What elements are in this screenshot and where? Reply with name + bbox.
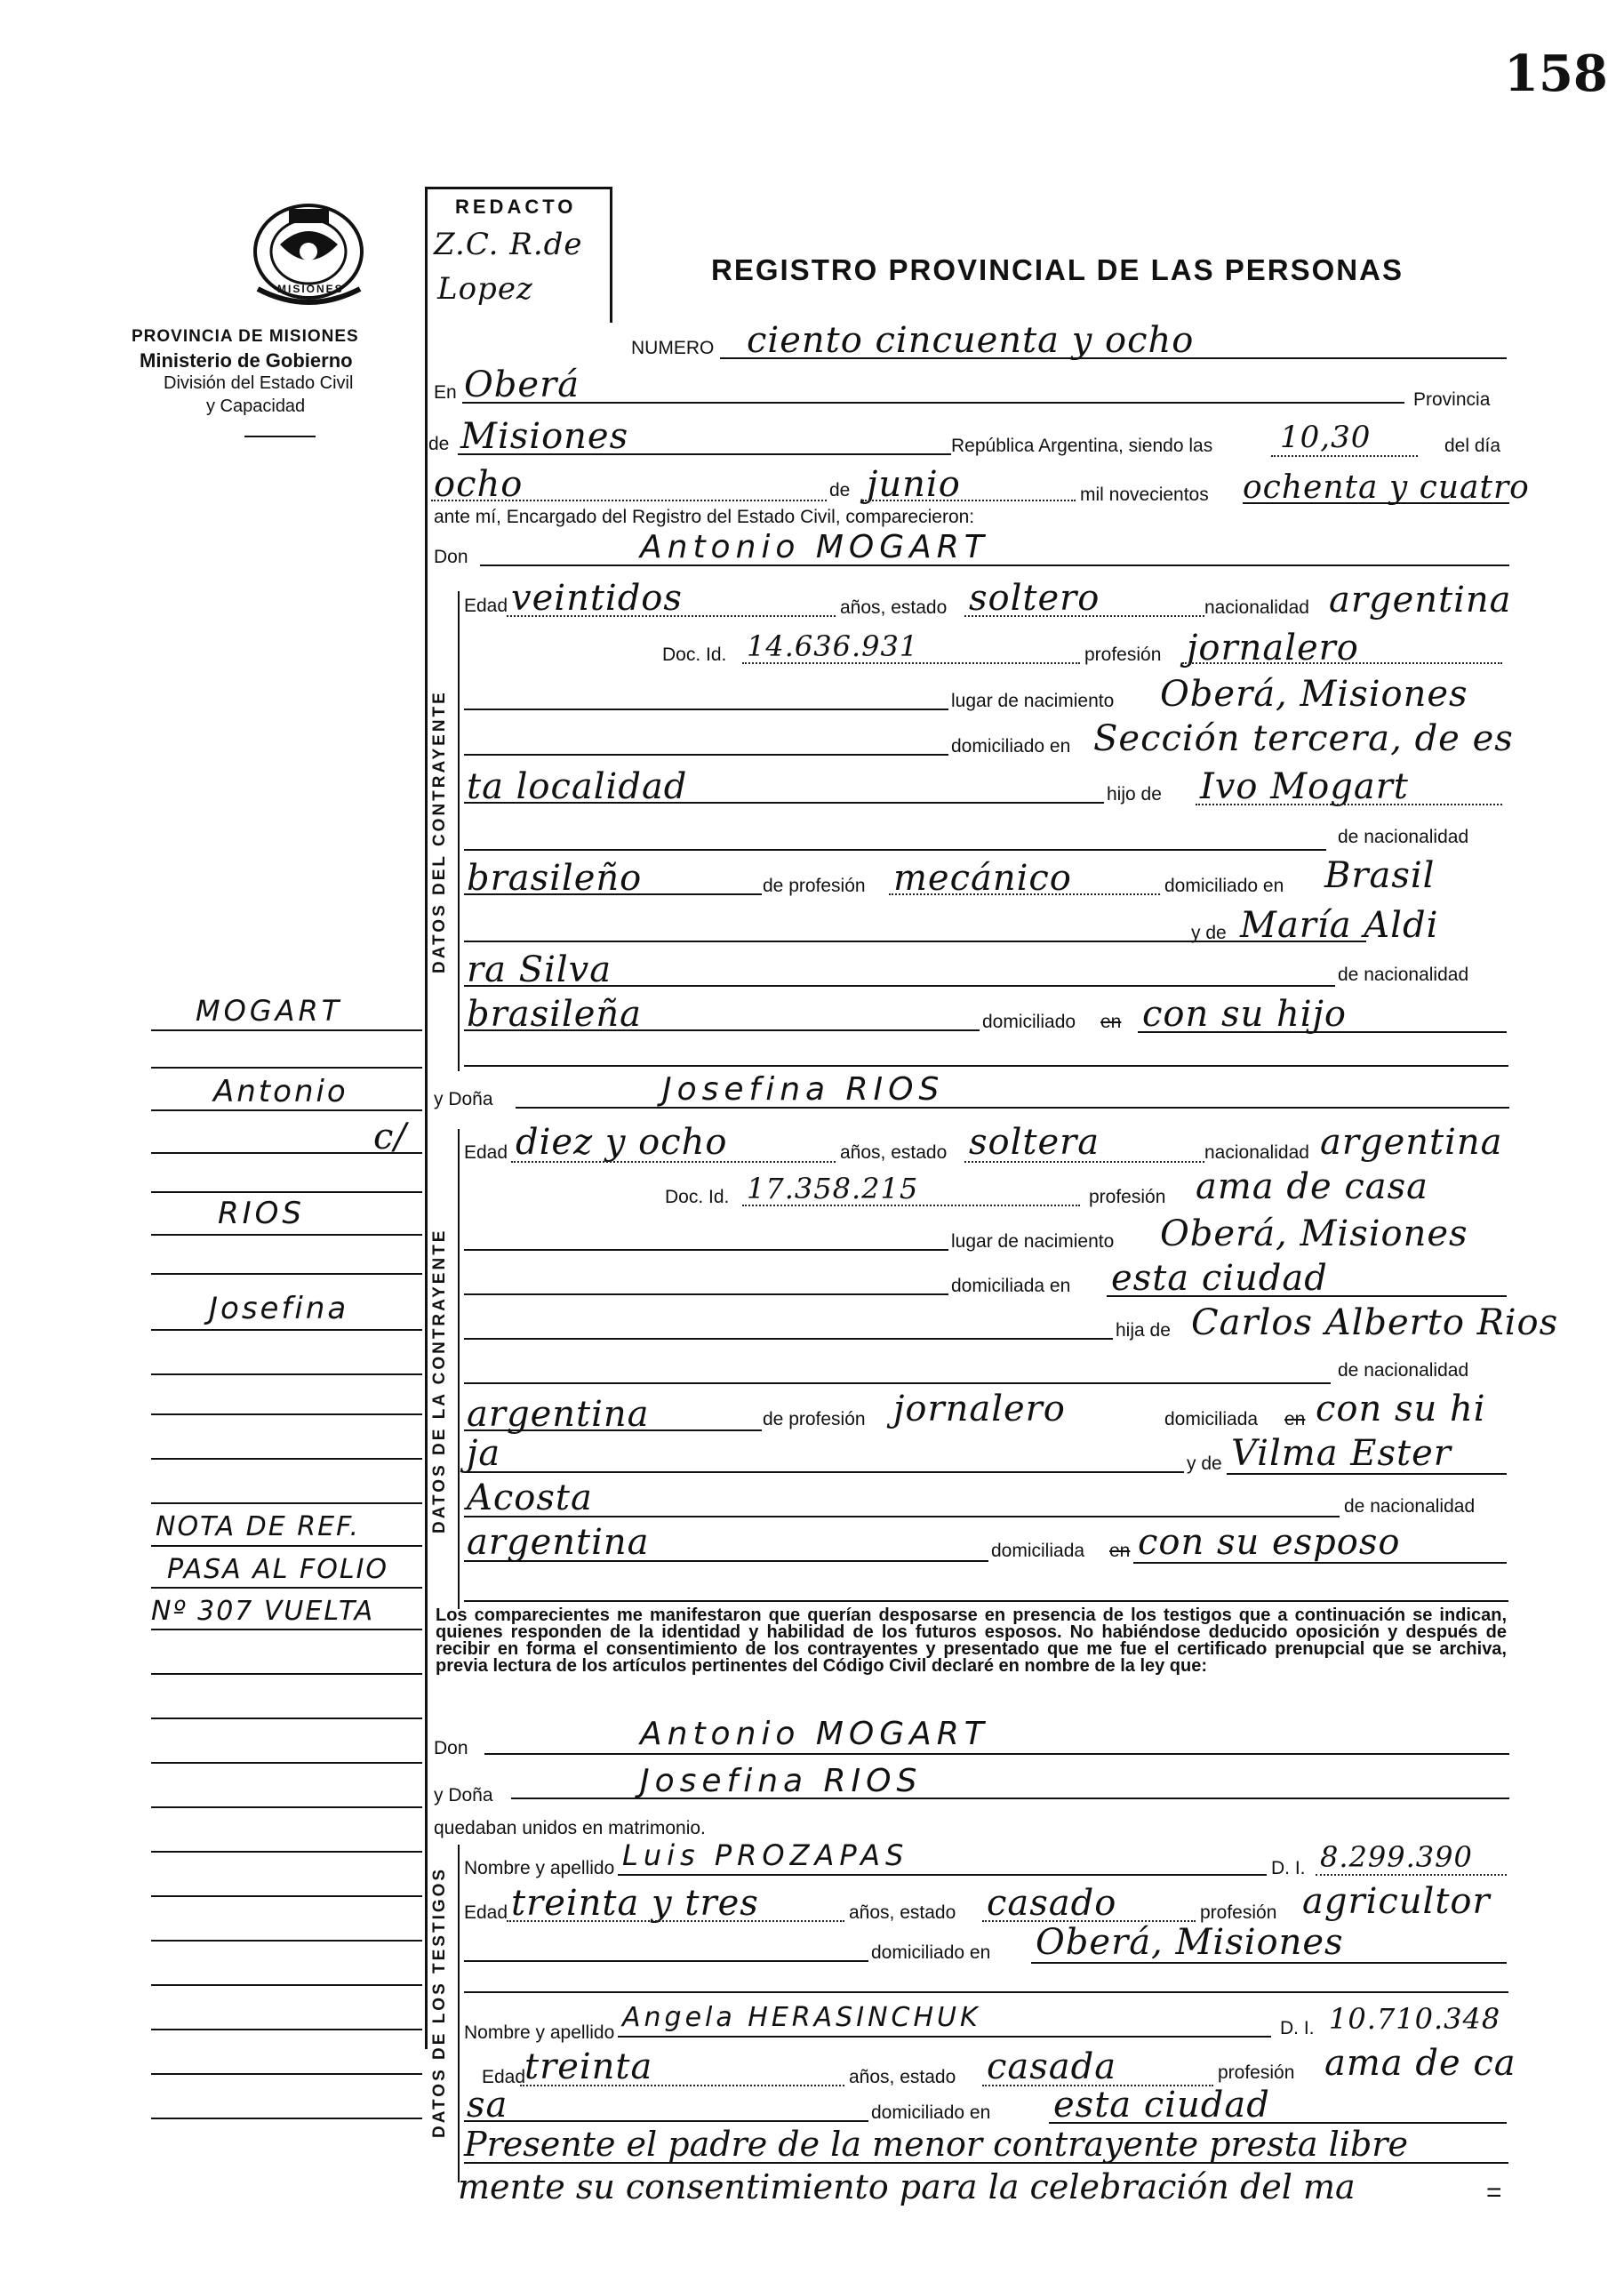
c2-hija-label: hija de [1116, 1320, 1171, 1341]
c2-lugar-value: Oberá, Misiones [1160, 1213, 1468, 1254]
c2-doc-value: 17.358.215 [747, 1172, 919, 1205]
c2-padre-domiciliada-label: domiciliada [1164, 1409, 1259, 1429]
redacto-value-1: Z.C. R.de [434, 227, 583, 262]
t2-profesion-value: ama de ca [1324, 2043, 1516, 2084]
t2-edad-value: treinta [524, 2046, 653, 2087]
c1-hijo-label: hijo de [1107, 784, 1162, 805]
c2-madre-value-1: Vilma Ester [1231, 1433, 1452, 1474]
c1-padre-domiciliado-label: domiciliado en [1164, 876, 1284, 896]
decl-don-label: Don [434, 1738, 468, 1758]
c2-lugar-label: lugar de nacimiento [951, 1231, 1115, 1252]
c1-de-profesion-label: de profesión [763, 876, 866, 896]
section-label-contrayente-f: DATOS DE LA CONTRAYENTE [430, 1228, 449, 1533]
c2-domicilio-value: esta ciudad [1111, 1258, 1328, 1299]
c1-domiciliado-label: domiciliado en [951, 736, 1071, 757]
c1-anios-label: años, estado [840, 597, 948, 618]
seal-caption: MISIONES [277, 283, 344, 295]
ministry-line-3: División del Estado Civil [164, 373, 354, 393]
decl-quedaban: quedaban unidos en matrimonio. [434, 1818, 706, 1838]
t2-nombre-value: Angela HERASINCHUK [622, 2002, 981, 2033]
c1-doc-label: Doc. Id. [662, 645, 727, 665]
en-label: En [434, 382, 457, 403]
de-mes-label: de [829, 480, 851, 500]
c2-doc-label: Doc. Id. [665, 1187, 730, 1207]
c2-y-dona-label: y Doña [434, 1089, 493, 1109]
de-value: Misiones [460, 416, 629, 457]
c2-edad-label: Edad [464, 1142, 508, 1163]
c2-padre-dom-value-2: ja [467, 1433, 501, 1474]
t1-domicilio-value: Oberá, Misiones [1036, 1922, 1344, 1963]
t2-estado-value: casada [987, 2046, 1117, 2087]
t1-profesion-value: agricultor [1302, 1881, 1491, 1922]
mil-label: mil novecientos [1080, 484, 1209, 505]
c2-anios-label: años, estado [840, 1142, 948, 1163]
decl-don-value: Antonio MOGART [640, 1716, 989, 1752]
t2-domicilio-value: esta ciudad [1053, 2085, 1270, 2126]
provincia-label: Provincia [1413, 389, 1491, 410]
c1-madre-dom-value: con su hijo [1142, 994, 1348, 1035]
c1-lugar-label: lugar de nacimiento [951, 691, 1115, 711]
t1-profesion-label: profesión [1200, 1902, 1277, 1923]
c2-padre-value: Carlos Alberto Rios [1191, 1302, 1559, 1343]
c1-nacionalidad-value: argentina [1329, 580, 1512, 621]
c1-madre-nac-value: brasileña [467, 994, 642, 1035]
t1-edad-value: treinta y tres [511, 1883, 759, 1924]
redacto-value-2: Lopez [437, 271, 533, 307]
t1-domiciliado-label: domiciliado en [871, 1942, 991, 1963]
decl-dona-value: Josefina RIOS [640, 1763, 923, 1799]
c2-dona-value: Josefina RIOS [662, 1071, 945, 1108]
c2-nacionalidad-value: argentina [1320, 1122, 1503, 1163]
margin-nota-1: NOTA DE REF. [156, 1511, 361, 1542]
c1-profesion-label: profesión [1084, 645, 1162, 665]
t2-di-label: D. I. [1280, 2018, 1315, 2038]
c2-padre-prof-value: jornalero [893, 1389, 1066, 1429]
c2-nacionalidad-label: nacionalidad [1204, 1142, 1309, 1163]
t2-di-value: 10.710.348 [1329, 2002, 1501, 2036]
t1-anios-label: años, estado [849, 1902, 956, 1923]
section-label-testigos: DATOS DE LOS TESTIGOS [430, 1866, 449, 2138]
c1-padre-nac-value: brasileño [467, 858, 643, 899]
c1-edad-value: veintidos [511, 578, 683, 619]
numero-label: NUMERO [631, 338, 715, 358]
nota-line-2: mente su consentimiento para la celebración del ma [458, 2167, 1356, 2206]
c1-nacionalidad-label: nacionalidad [1204, 597, 1309, 618]
c2-de-profesion-label: de profesión [763, 1409, 866, 1429]
en-value: Oberá [464, 364, 580, 405]
c1-edad-label: Edad [464, 596, 508, 616]
c2-edad-value: diez y ocho [516, 1122, 728, 1163]
don-value: Antonio MOGART [640, 529, 989, 565]
c1-padre-dom-value: Brasil [1324, 855, 1436, 896]
t1-edad-label: Edad [464, 1902, 508, 1923]
c2-madre-domiciliada-label: domiciliada [991, 1541, 1085, 1561]
ministry-line-4: y Capacidad [206, 396, 306, 416]
anio-value: ochenta y cuatro [1243, 469, 1530, 506]
t1-nombre-value: Luis PROZAPAS [622, 1838, 909, 1872]
c2-domiciliada-label: domiciliada en [951, 1276, 1071, 1296]
document-title: REGISTRO PROVINCIAL DE LAS PERSONAS [711, 253, 1404, 286]
c1-madre-nac-label: de nacionalidad [1338, 965, 1469, 985]
c2-madre-value-2: Acosta [467, 1477, 593, 1518]
t2-anios-label: años, estado [849, 2067, 956, 2087]
c1-madre-dom-struck: en [1100, 1012, 1122, 1032]
t2-nombre-label: Nombre y apellido [464, 2022, 615, 2043]
t2-cont: sa [467, 2085, 508, 2126]
c1-de-nacionalidad-label: de nacionalidad [1338, 827, 1469, 847]
c2-y-de-label: y de [1187, 1453, 1222, 1474]
t1-estado-value: casado [987, 1883, 1117, 1924]
seal-emblem [240, 191, 378, 316]
t2-edad-label: Edad [482, 2067, 526, 2087]
margin-apellido-1: MOGART [196, 994, 343, 1028]
page-number: 158 [1504, 44, 1608, 103]
margin-nota-3: Nº 307 VUELTA [151, 1596, 375, 1627]
del-dia-label: del día [1444, 436, 1501, 456]
c2-madre-dom-struck: en [1109, 1541, 1131, 1561]
c1-padre-prof-value: mecánico [893, 858, 1072, 899]
redacto-label: REDACTO [455, 196, 577, 218]
mes-value: junio [867, 464, 961, 505]
c1-padre-value: Ivo Mogart [1200, 766, 1409, 807]
c1-estado-value: soltero [969, 578, 1100, 619]
numero-value: ciento cincuenta y ocho [747, 320, 1195, 361]
c1-domicilio-value-2: ta localidad [467, 766, 688, 807]
c2-padre-dom-struck: en [1284, 1409, 1306, 1429]
decl-dona-label: y Doña [434, 1785, 493, 1806]
de-label: de [428, 434, 450, 454]
nota-end: = [1486, 2178, 1502, 2207]
c1-madre-domiciliado-label: domiciliado [982, 1012, 1076, 1032]
margin-nombre-2: Josefina [209, 1291, 349, 1326]
c1-doc-value: 14.636.931 [747, 629, 919, 663]
c2-profesion-label: profesión [1089, 1187, 1166, 1207]
c1-lugar-value: Oberá, Misiones [1160, 674, 1468, 715]
ante-label: ante mí, Encargado del Registro del Estado Civil, comparecieron: [434, 507, 975, 527]
c1-profesion-value: jornalero [1187, 628, 1359, 669]
t1-nombre-label: Nombre y apellido [464, 1858, 615, 1878]
ministry-line-1: PROVINCIA DE MISIONES [132, 327, 359, 346]
section-label-contrayente: DATOS DEL CONTRAYENTE [430, 690, 449, 973]
c2-padre-dom-value-1: con su hi [1316, 1389, 1486, 1429]
ministry-line-2: Ministerio de Gobierno [140, 349, 353, 372]
t2-profesion-label: profesión [1218, 2062, 1295, 2083]
margin-nota-2: PASA AL FOLIO [167, 1554, 389, 1585]
dia-value: ocho [434, 464, 524, 505]
don-label: Don [434, 547, 468, 567]
republica-label: República Argentina, siendo las [951, 436, 1213, 456]
nota-line-1: Presente el padre de la menor contrayente presta libre [464, 2125, 1408, 2164]
c1-madre-value-1: María Aldi [1240, 905, 1439, 946]
t2-domiciliado-label: domiciliado en [871, 2102, 991, 2123]
c2-madre-dom-value: con su esposo [1138, 1522, 1401, 1563]
c2-profesion-value: ama de casa [1196, 1166, 1428, 1207]
c1-y-de-label: y de [1191, 923, 1227, 943]
t1-di-value: 8.299.390 [1320, 1840, 1473, 1874]
c1-domicilio-value-1: Sección tercera, de es [1093, 718, 1514, 759]
declaracion-text: Los comparecientes me manifestaron que querían desposarse en presencia de los testigos que a continuación se indican, quienes responden de la identidad y habilidad de los futuros esposos. No habiéndose deducido oposición y después de recibir en forma el consentimiento de los contrayentes y presentado que me fue el certificado prenupcial que se archiva, previa lectura de los artículos pertinentes del Código Civil declaré en nombre de la ley que: [436, 1605, 1507, 1676]
hora-value: 10,30 [1280, 420, 1372, 455]
c2-madre-nac-label: de nacionalidad [1344, 1496, 1476, 1517]
c2-padre-nac-value: argentina [467, 1394, 650, 1435]
c2-madre-nac-value: argentina [467, 1522, 650, 1563]
c1-madre-value-2: ra Silva [467, 949, 612, 990]
margin-apellido-2: RIOS [218, 1196, 305, 1231]
c2-estado-value: soltera [969, 1122, 1100, 1163]
margin-nombre-1: Antonio [213, 1074, 348, 1109]
margin-conector: c/ [373, 1117, 407, 1157]
c2-de-nacionalidad-label: de nacionalidad [1338, 1360, 1469, 1381]
t1-di-label: D. I. [1271, 1858, 1306, 1878]
